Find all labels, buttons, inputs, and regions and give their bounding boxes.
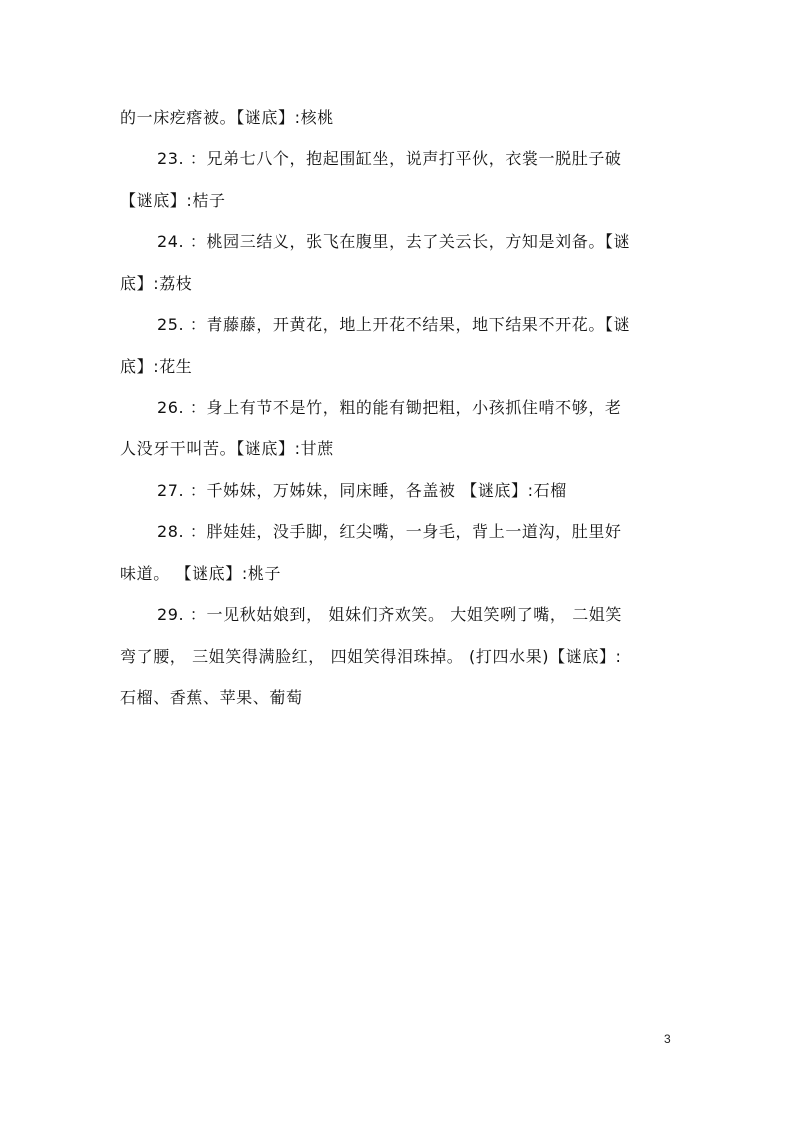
riddle-29-line: 29. ：一见秋姑娘到， 姐妹们齐欢笑。 大姐笑咧了嘴， 二姐笑: [157, 605, 622, 624]
text-line: 底】:荔枝: [120, 274, 193, 293]
text-line: 弯了腰， 三姐笑得满脸红， 四姐笑得泪珠掉。 (打四水果)【谜底】:: [120, 647, 622, 666]
riddle-27-line: 27. ：千姊妹，万姊妹，同床睡，各盖被 【谜底】:石榴: [157, 481, 567, 500]
riddle-26-line: 26. ：身上有节不是竹，粗的能有锄把粗，小孩抓住啃不够，老: [157, 398, 622, 417]
text-line: 味道。 【谜底】:桃子: [120, 564, 282, 583]
page-number: 3: [664, 1032, 671, 1046]
text-line: 人没牙干叫苦。【谜底】:甘蔗: [120, 439, 334, 458]
riddle-28-line: 28. ：胖娃娃，没手脚，红尖嘴，一身毛，背上一道沟，肚里好: [157, 522, 622, 541]
text-line: 【谜底】:桔子: [120, 191, 226, 210]
riddle-24-line: 24. ：桃园三结义，张飞在腹里，去了关云长，方知是刘备。【谜: [157, 232, 631, 251]
text-line: 的一床疙瘩被。【谜底】:核桃: [120, 108, 334, 127]
riddle-23-line: 23. ：兄弟七八个，抱起围缸坐，说声打平伙，衣裳一脱肚子破: [157, 149, 622, 168]
riddle-25-line: 25. ：青藤藤，开黄花，地上开花不结果，地下结果不开花。【谜: [157, 315, 631, 334]
text-line: 底】:花生: [120, 357, 193, 376]
text-line: 石榴、香蕉、苹果、葡萄: [120, 688, 303, 707]
